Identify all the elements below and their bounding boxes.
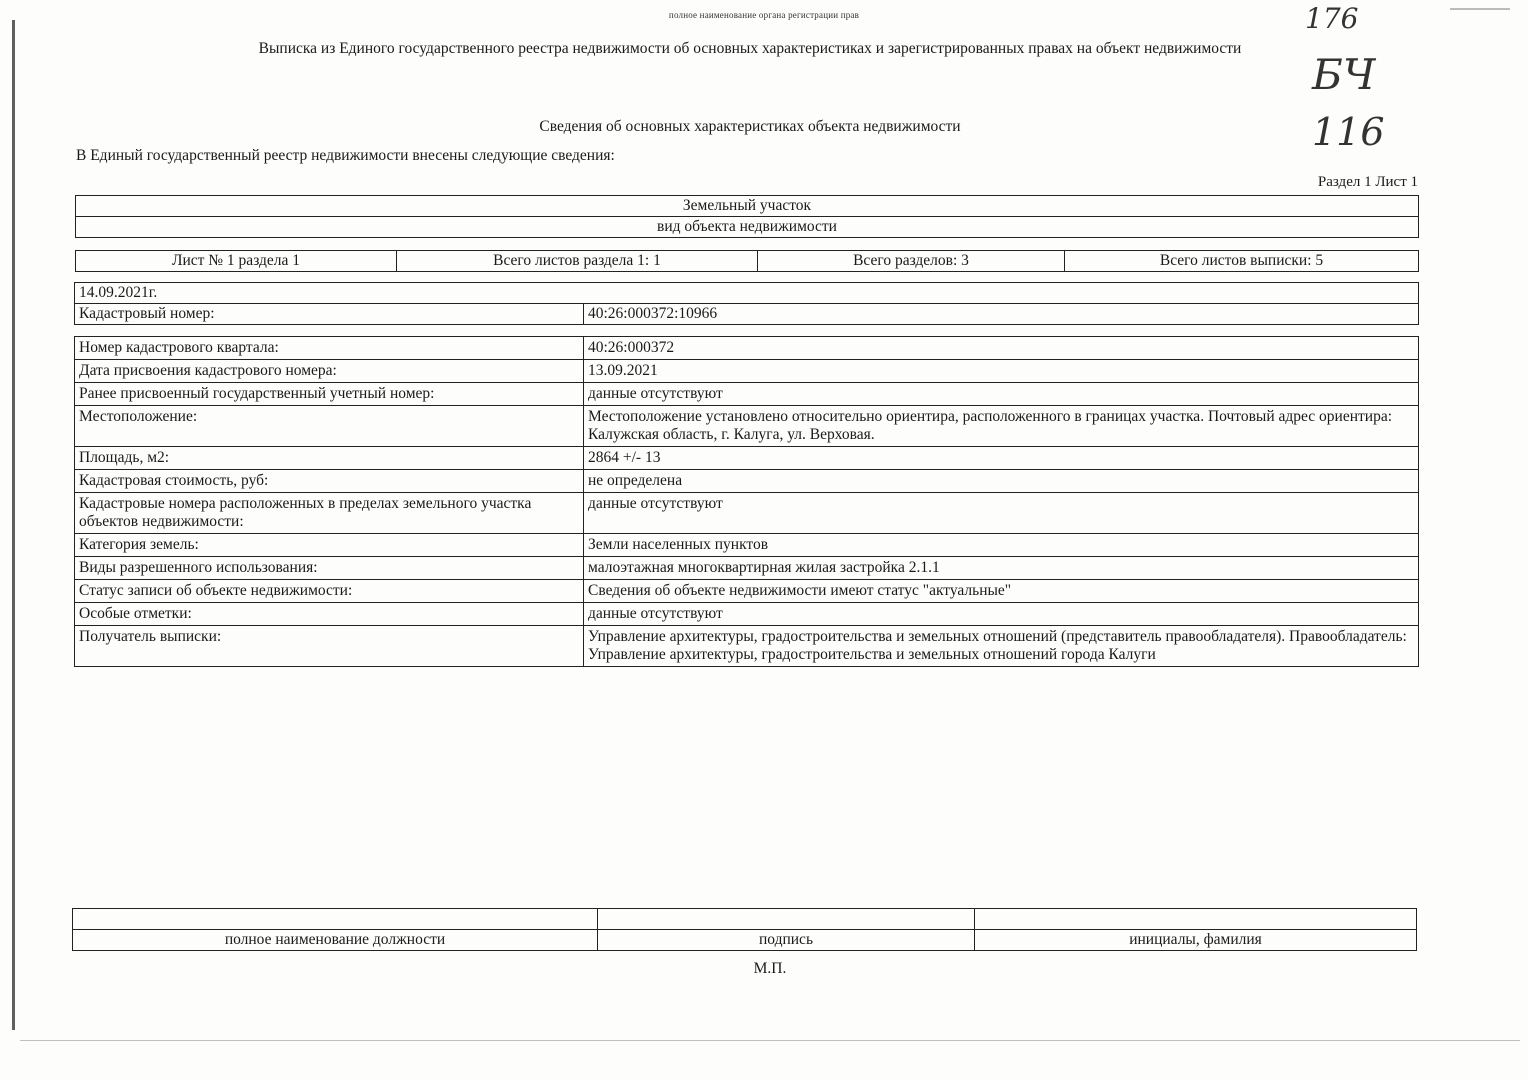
row-value: малоэтажная многоквартирная жилая застройка 2.1.1 bbox=[584, 557, 1419, 580]
position-caption: полное наименование должности bbox=[73, 930, 598, 951]
row-value: Управление архитектуры, градостроительства и земельных отношений (представитель правообладателя). Правообладатель: Управление архитектуры, градостроительства и земельных отношений города Калуги bbox=[584, 626, 1419, 667]
row-value: данные отсутствуют bbox=[584, 603, 1419, 626]
row-label: Дата присвоения кадастрового номера: bbox=[75, 360, 584, 383]
signature-blank bbox=[598, 909, 975, 930]
cadastral-number-value: 40:26:000372:10966 bbox=[584, 304, 1419, 325]
table-row bbox=[75, 406, 1419, 447]
section-sheet-label: Раздел 1 Лист 1 bbox=[1317, 174, 1418, 190]
table-row bbox=[75, 580, 1419, 603]
row-value: Сведения об объекте недвижимости имеют статус "актуальные" bbox=[584, 580, 1419, 603]
row-label: Особые отметки: bbox=[75, 603, 584, 626]
signature-table bbox=[72, 908, 1417, 951]
sheets-table bbox=[75, 250, 1419, 272]
handwritten-mark: 116 bbox=[1312, 110, 1385, 154]
handwritten-mark: БЧ bbox=[1312, 50, 1376, 99]
name-caption: инициалы, фамилия bbox=[975, 930, 1417, 951]
signature-caption: подпись bbox=[598, 930, 975, 951]
position-blank bbox=[73, 909, 598, 930]
intro-text: В Единый государственный реестр недвижимости внесены следующие сведения: bbox=[76, 147, 615, 164]
object-kind-caption: вид объекта недвижимости bbox=[76, 217, 1419, 238]
row-label: Получатель выписки: bbox=[75, 626, 584, 667]
extract-sheets-total: Всего листов выписки: 5 bbox=[1065, 251, 1419, 272]
sections-total: Всего разделов: 3 bbox=[758, 251, 1065, 272]
object-kind-value: Земельный участок bbox=[76, 196, 1419, 217]
table-row bbox=[75, 360, 1419, 383]
table-row bbox=[75, 534, 1419, 557]
row-label: Ранее присвоенный государственный учетный номер: bbox=[75, 383, 584, 406]
row-label: Площадь, м2: bbox=[75, 447, 584, 470]
section-sheets-total: Всего листов раздела 1: 1 bbox=[397, 251, 758, 272]
org-caption: полное наименование органа регистрации прав bbox=[668, 10, 860, 20]
row-value: не определена bbox=[584, 470, 1419, 493]
handwritten-mark: 176 bbox=[1305, 2, 1359, 35]
row-value: 40:26:000372 bbox=[584, 337, 1419, 360]
row-value: 2864 +/- 13 bbox=[584, 447, 1419, 470]
scan-bottom-line bbox=[20, 1040, 1520, 1041]
extract-date: 14.09.2021г. bbox=[75, 283, 1419, 304]
row-value: Земли населенных пунктов bbox=[584, 534, 1419, 557]
characteristics-table bbox=[74, 336, 1419, 667]
table-row bbox=[75, 626, 1419, 667]
row-label: Кадастровая стоимость, руб: bbox=[75, 470, 584, 493]
row-value: данные отсутствуют bbox=[584, 493, 1419, 534]
table-row bbox=[75, 557, 1419, 580]
scan-edge-shadow bbox=[12, 20, 15, 1030]
row-label: Номер кадастрового квартала: bbox=[75, 337, 584, 360]
table-row bbox=[75, 447, 1419, 470]
name-blank bbox=[975, 909, 1417, 930]
section-subtitle: Сведения об основных характеристиках объекта недвижимости bbox=[539, 118, 961, 135]
table-row bbox=[75, 383, 1419, 406]
row-label: Статус записи об объекте недвижимости: bbox=[75, 580, 584, 603]
row-label: Виды разрешенного использования: bbox=[75, 557, 584, 580]
table-row bbox=[75, 337, 1419, 360]
table-row bbox=[75, 493, 1419, 534]
table-row bbox=[75, 470, 1419, 493]
document-title: Выписка из Единого государственного реестра недвижимости об основных характеристиках и зарегистрированных правах на объект недвижимости bbox=[258, 40, 1242, 57]
row-value: Местоположение установлено относительно ориентира, расположенного в границах участка. Почтовый адрес ориентира: Калужская область, г. Калуга, ул. Верховая. bbox=[584, 406, 1419, 447]
row-label: Категория земель: bbox=[75, 534, 584, 557]
row-label: Кадастровые номера расположенных в пределах земельного участка объектов недвижимости: bbox=[75, 493, 584, 534]
row-value: данные отсутствуют bbox=[584, 383, 1419, 406]
table-row bbox=[75, 603, 1419, 626]
cadastral-number-label: Кадастровый номер: bbox=[75, 304, 584, 325]
row-value: 13.09.2021 bbox=[584, 360, 1419, 383]
stamp-placeholder: М.П. bbox=[753, 960, 787, 977]
sheet-number: Лист № 1 раздела 1 bbox=[76, 251, 397, 272]
date-table bbox=[74, 282, 1419, 325]
object-kind-table bbox=[75, 195, 1419, 238]
row-label: Местоположение: bbox=[75, 406, 584, 447]
